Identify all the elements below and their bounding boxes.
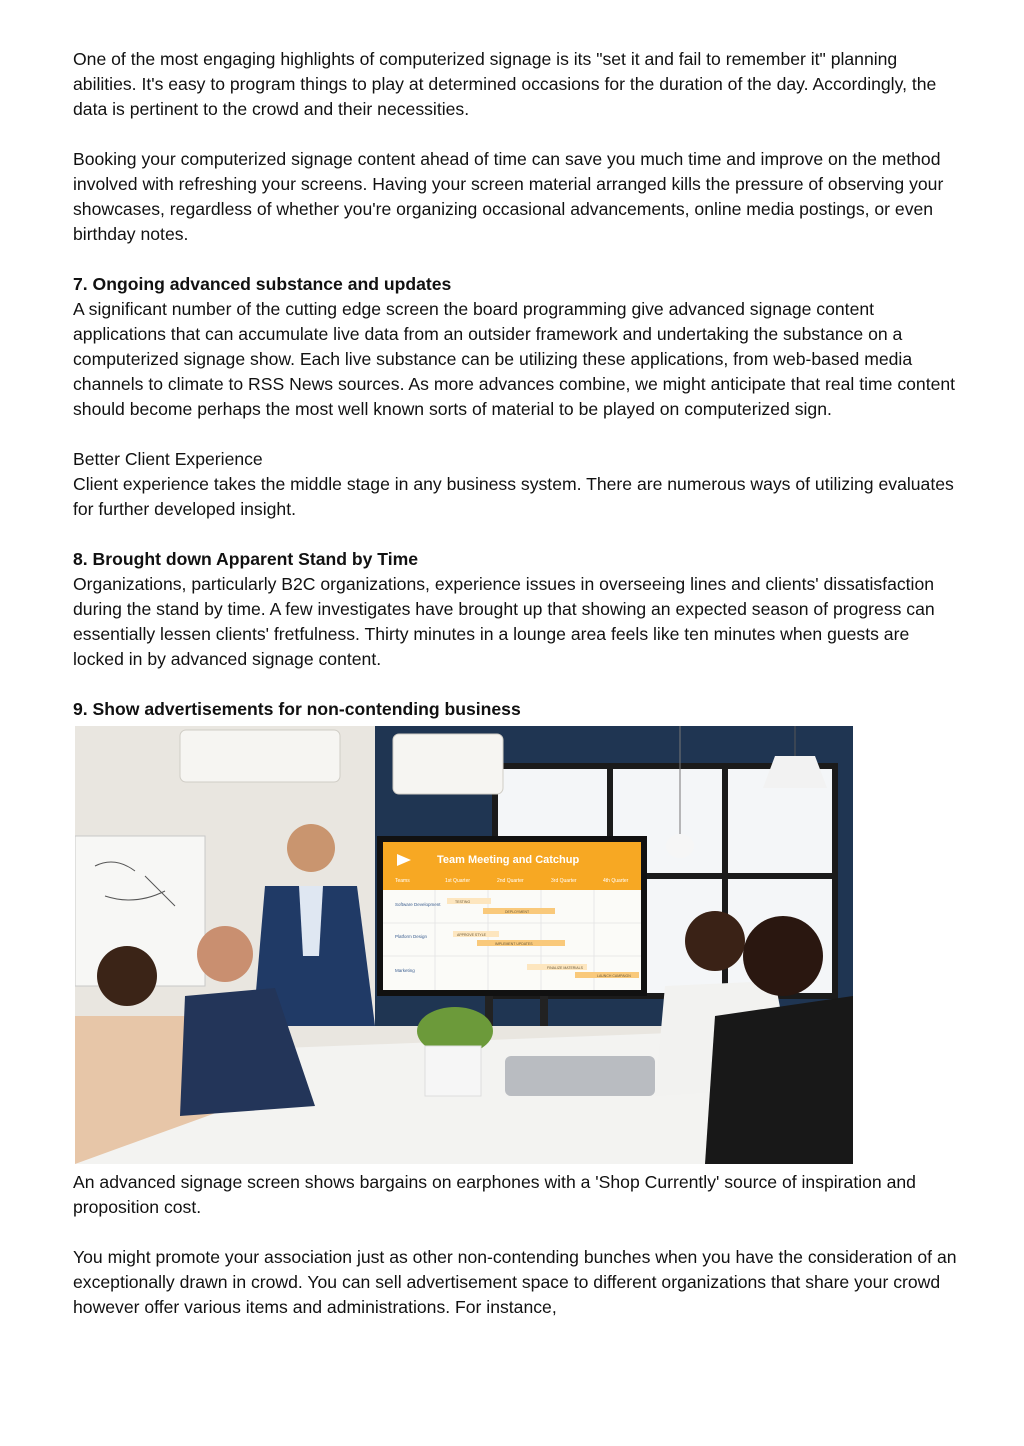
paragraph-live-content: A significant number of the cutting edge screen the board programming give advanced signage content applications that can accumulate live data from an outsider framework and undertaking the substance on a computerized signage show. Each live substance can be utilizing these applications, from web-based media channels to climate to RSS News sources. As more advances combine, we might anticipate that real time content should become perhaps the most well known sorts of material to be played on computerized sign. (73, 299, 956, 419)
col-q3: 3rd Quarter (551, 878, 577, 884)
task-implement-updates: IMPLEMENT UPDATES (495, 942, 533, 946)
paragraph-promote: You might promote your association just as other non-contending bunches when you have the consideration of an exceptionally drawn in crowd. You can sell advertisement space to different organizations that share your crowd however offer various items and administrations. For instance, (73, 1247, 957, 1317)
screen-title: Team Meeting and Catchup (437, 854, 580, 866)
task-launch: LAUNCH CAMPAIGN (597, 974, 631, 978)
paragraph-caption: An advanced signage screen shows bargains on earphones with a 'Shop Currently' source of inspiration and proposition cost. (73, 1172, 916, 1217)
col-teams: Teams (395, 878, 410, 884)
paragraph-wait-time: Organizations, particularly B2C organizations, experience issues in overseeing lines and clients' dissatisfaction during the stand by time. A few investigates have brought up that showing an expected season of progress can essentially lessen clients' fretfulness. Thirty minutes in a lounge area feels like ten minutes when guests are locked in by advanced signage content. (73, 574, 935, 669)
row-marketing: Marketing (395, 968, 415, 973)
task-finalize: FINALIZE MATERIALS (547, 966, 583, 970)
heading-9: 9. Show advertisements for non-contending business (73, 699, 521, 719)
task-approve-style: APPROVE STYLE (457, 933, 486, 937)
col-q2: 2nd Quarter (497, 878, 524, 884)
task-deployment: DEPLOYMENT (505, 910, 530, 914)
row-platform: Platform Design (395, 934, 428, 939)
document-page (73, 47, 963, 1320)
row-software: Software Development (395, 902, 441, 907)
task-testing: TESTING (455, 900, 471, 904)
paragraph-scheduling: One of the most engaging highlights of computerized signage is its "set it and fail to remember it" planning abilities. It's easy to program things to play at determined occasions for the duration of the day. Accordingly, the data is pertinent to the crowd and their necessities. (73, 49, 937, 119)
paragraph-client-experience: Client experience takes the middle stage in any business system. There are numerous ways of utilizing evaluates for further developed insight. (73, 474, 954, 519)
heading-7: 7. Ongoing advanced substance and updates (73, 274, 452, 294)
paragraph-booking: Booking your computerized signage content ahead of time can save you much time and improve on the method involved with refreshing your screens. Having your screen material arranged kills the pressure of observing your showcases, regardless of whether you're organizing occasional advancements, online media postings, or even birthday notes. (73, 149, 944, 244)
col-q4: 4th Quarter (603, 878, 629, 884)
subheading-client-experience: Better Client Experience (73, 449, 263, 469)
heading-8: 8. Brought down Apparent Stand by Time (73, 549, 419, 569)
col-q1: 1st Quarter (445, 878, 471, 884)
meeting-photo (75, 726, 853, 1164)
